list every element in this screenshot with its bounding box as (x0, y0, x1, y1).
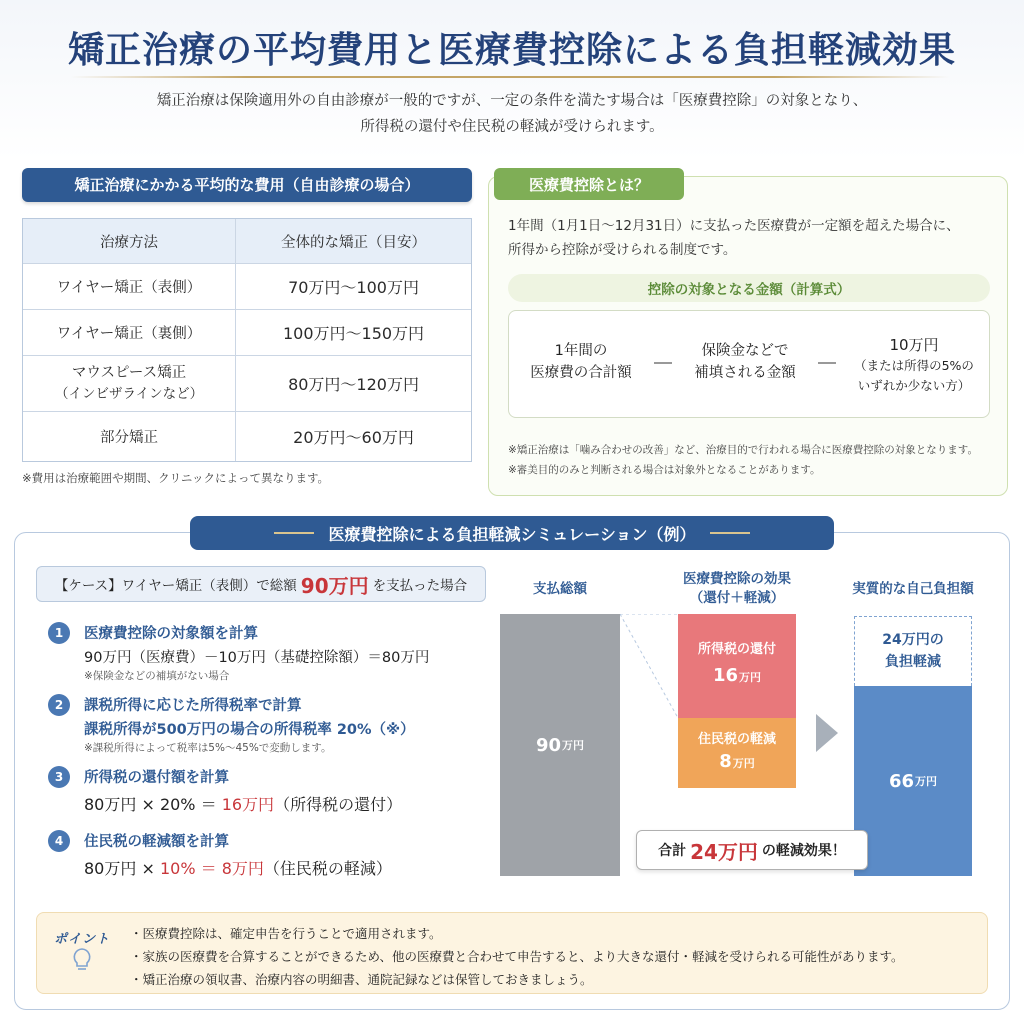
bar-value: 16 (712, 665, 739, 686)
case-text-pre: 【ケース】ワイヤー矯正（表側）で総額 (54, 578, 297, 594)
cost-price: 70万円〜100万円 (288, 278, 419, 297)
formula-term-3c: いずれか少ない方） (857, 378, 971, 393)
chart-category: 支払総額 (533, 581, 587, 597)
deduction-label: 医療費控除とは？ (494, 168, 684, 200)
chart-category-line2: （還付＋軽減） (689, 590, 785, 606)
cost-method: ワイヤー矯正（裏側） (23, 310, 236, 355)
table-row (23, 411, 471, 461)
step-formula-result: 16万円 (221, 795, 275, 814)
cost-price: 100万円〜150万円 (282, 324, 425, 343)
total-amount: 24万円 (690, 839, 758, 864)
cost-method: 部分矯正 (23, 412, 236, 461)
total-pre: 合計 (658, 843, 687, 859)
reduction-box (854, 616, 972, 686)
bar-unit: 万円 (915, 775, 938, 788)
chart-category (660, 570, 814, 608)
case-text-post: を支払った場合 (372, 578, 468, 594)
cost-method-cell (23, 356, 236, 411)
formula-term-threshold (846, 334, 982, 396)
title-divider (70, 76, 950, 78)
simulation-label (190, 516, 834, 550)
case-box (36, 566, 486, 602)
bar-self-burden (854, 686, 972, 876)
reduction-line1: 24万円の (882, 632, 944, 648)
step-number-icon: 1 (48, 622, 70, 644)
total-post: の軽減効果！ (761, 843, 846, 859)
bar-unit: 万円 (739, 671, 762, 684)
bar-unit: 万円 (732, 757, 755, 770)
step-formula (84, 856, 392, 879)
step-formula-pre: 80万円 × (84, 859, 160, 878)
bar-resident-tax (678, 718, 796, 788)
cost-table-header (23, 219, 471, 263)
formula-term-medical (518, 340, 644, 384)
formula-title: 控除の対象となる金額（計算式） (508, 274, 990, 302)
bar-value: 8 (719, 751, 732, 772)
bar-label: 住民税の軽減 (697, 732, 776, 747)
formula-term-2a: 保険金などで (701, 343, 789, 359)
step-note: ※保険金などの補填がない場合 (84, 670, 230, 682)
label-dash (710, 532, 750, 534)
minus-icon (818, 362, 836, 364)
table-row (23, 309, 471, 355)
bar-unit: 万円 (562, 739, 585, 752)
step-number-icon: 3 (48, 766, 70, 788)
step-note: ※課税所得によって税率は5%〜45%で変動します。 (84, 742, 332, 754)
cost-method: ワイヤー矯正（表側） (23, 264, 236, 309)
bar-income-tax-refund (678, 614, 796, 718)
formula-term-1a: 1年間の (554, 343, 608, 359)
table-row (23, 355, 471, 411)
total-effect-box (636, 830, 868, 870)
connector-lines (620, 614, 680, 724)
cost-col-method: 治療方法 (23, 219, 236, 263)
lightbulb-icon (67, 947, 97, 973)
cost-table (22, 218, 472, 462)
deduction-desc-1: 1年間（1月1日〜12月31日）に支払った医療費が一定額を超えた場合に、 (508, 218, 960, 234)
step-formula-pre: 80万円 × 20% ＝ (84, 795, 222, 814)
point-badge-text: ポイント (53, 932, 110, 947)
step-title: 住民税の軽減額を計算 (84, 834, 229, 850)
step-formula-post: （住民税の軽減） (263, 859, 392, 878)
step-formula-result: 10% ＝ 8万円 (159, 859, 264, 878)
deduction-note-2: ※審美目的のみと判断される場合は対象外となることがあります。 (508, 464, 821, 476)
formula-term-3b: （または所得の5%の (854, 358, 974, 373)
point-item: ・矯正治療の領収書、治療内容の明細書、通院記録などは保管しておきましょう。 (130, 972, 593, 987)
formula-term-insurance (680, 340, 810, 384)
deduction-desc-2: 所得から控除が受けられる制度です。 (508, 242, 737, 258)
point-item: ・医療費控除は、確定申告を行うことで適用されます。 (130, 926, 442, 941)
step-title: 所得税の還付額を計算 (84, 770, 229, 786)
step-title: 課税所得に応じた所得税率で計算 (84, 698, 302, 714)
cost-section-label: 矯正治療にかかる平均的な費用（自由診療の場合） (22, 168, 472, 202)
formula-term-1b: 医療費の合計額 (530, 365, 632, 381)
step-formula (84, 792, 402, 815)
arrow-right-icon (814, 712, 840, 754)
deduction-description (508, 214, 960, 262)
reduction-line2: 負担軽減 (885, 654, 941, 670)
lead-text-2: 所得税の還付や住民税の軽減が受けられます。 (360, 119, 664, 135)
step-number-icon: 2 (48, 694, 70, 716)
step-formula: 課税所得が500万円の場合の所得税率 20%（※） (84, 722, 415, 738)
cost-note: ※費用は治療範囲や期間、クリニックによって異なります。 (22, 471, 330, 485)
deduction-note-1: ※矯正治療は「噛み合わせの改善」など、治療目的で行われる場合に医療費控除の対象となります。 (508, 444, 978, 456)
simulation-label-text: 医療費控除による負担軽減シミュレーション（例） (328, 524, 696, 544)
page-title: 矯正治療の平均費用と医療費控除による負担軽減効果 (67, 29, 956, 71)
label-dash (274, 532, 314, 534)
formula-term-3a: 10万円 (889, 336, 939, 354)
minus-icon (654, 362, 672, 364)
cost-col-price: 全体的な矯正（目安） (281, 234, 427, 251)
cost-method-sub: （インビザラインなど） (54, 385, 204, 402)
bar-total-paid (500, 614, 620, 876)
step-formula-post: （所得税の還付） (274, 795, 403, 814)
bar-value: 90 (535, 734, 562, 756)
chart-category-line1: 医療費控除の効果 (683, 571, 791, 587)
step-number-icon: 4 (48, 830, 70, 852)
step-formula: 90万円（医療費）－10万円（基礎控除額）＝80万円 (84, 650, 430, 666)
step-title: 医療費控除の対象額を計算 (84, 626, 258, 642)
cost-method: マウスピース矯正 (71, 364, 187, 381)
point-item: ・家族の医療費を合算することができるため、他の医療費と合わせて申告すると、より大きな還付・軽減を受けられる可能性があります。 (130, 949, 904, 964)
case-amount: 90万円 (300, 573, 369, 598)
lead-text-1: 矯正治療は保険適用外の自由診療が一般的ですが、一定の条件を満たす場合は「医療費控除」の対象となり、 (156, 93, 868, 109)
bar-label: 所得税の還付 (697, 642, 776, 657)
bar-value: 66 (888, 770, 915, 792)
formula-term-2b: 補填される金額 (694, 365, 796, 381)
cost-price: 80万円〜120万円 (288, 375, 419, 394)
point-badge (46, 928, 118, 976)
chart-category: 実質的な自己負担額 (852, 581, 974, 597)
cost-price: 20万円〜60万円 (293, 428, 414, 447)
table-row (23, 263, 471, 309)
